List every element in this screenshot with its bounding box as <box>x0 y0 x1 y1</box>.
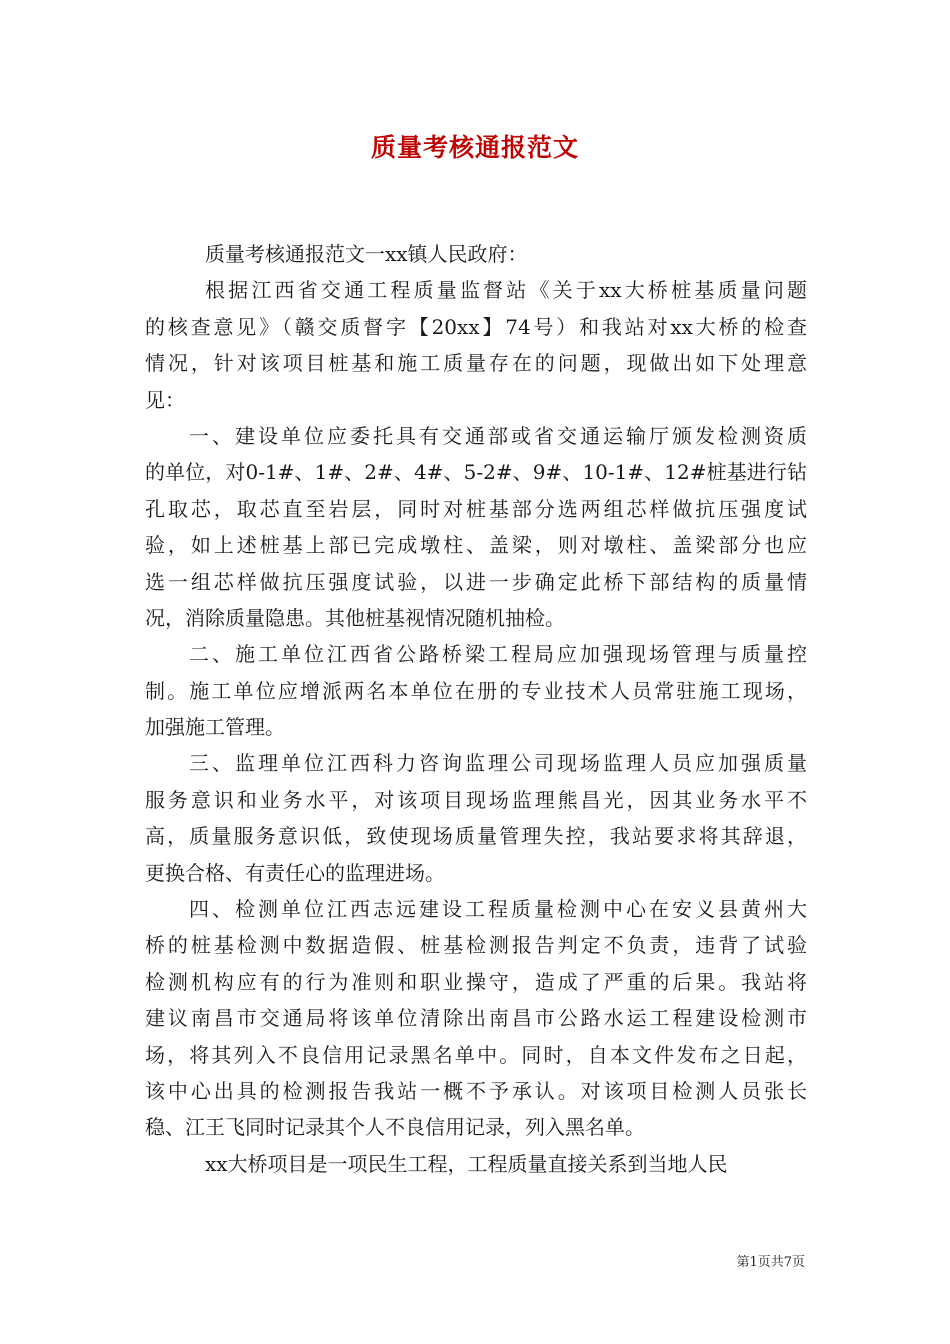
paragraph-line: 的核查意见》（赣交质督字【20xx】74号）和我站对xx大桥的检查 <box>145 314 807 339</box>
paragraph-line: 检测机构应有的行为准则和职业操守，造成了严重的后果。我站将 <box>145 969 807 994</box>
paragraph-line: 制。施工单位应增派两名本单位在册的专业技术人员常驻施工现场， <box>145 678 807 703</box>
paragraph <box>145 418 807 636</box>
paragraph-line: 情况，针对该项目桩基和施工质量存在的问题，现做出如下处理意 <box>145 351 807 376</box>
paragraph-line: 建议南昌市交通局将该单位清除出南昌市公路水运工程建设检测市 <box>145 1006 807 1031</box>
paragraph-line: 根据江西省交通工程质量监督站《关于xx大桥桩基质量问题 <box>205 278 807 303</box>
paragraph-line: 况，消除质量隐患。其他桩基视情况随机抽检。 <box>145 605 565 630</box>
paragraph-line: 一、建设单位应委托具有交通部或省交通运输厅颁发检测资质 <box>189 423 807 448</box>
paragraph <box>145 236 807 272</box>
paragraph-line: 质量考核通报范文一xx镇人民政府： <box>205 242 528 266</box>
paragraph <box>145 1146 807 1182</box>
paragraph-line: xx大桥项目是一项民生工程，工程质量直接关系到当地人民 <box>205 1151 728 1176</box>
paragraph-line: 加强施工管理。 <box>145 715 285 740</box>
paragraph-line: 场，将其列入不良信用记录黑名单中。同时，自本文件发布之日起， <box>145 1042 807 1067</box>
paragraph-line: 更换合格、有责任心的监理进场。 <box>145 860 445 885</box>
paragraph-line: 三、监理单位江西科力咨询监理公司现场监理人员应加强质量 <box>189 751 807 776</box>
paragraph-line: 的单位，对0-1#、1#、2#、4#、5-2#、9#、10-1#、12#桩基进行钻 <box>145 460 807 485</box>
page-indicator: 第1页共7页 <box>736 1255 805 1270</box>
paragraph-line: 二、施工单位江西省公路桥梁工程局应加强现场管理与质量控 <box>189 642 807 667</box>
paragraph-line: 该中心出具的检测报告我站一概不予承认。对该项目检测人员张长 <box>145 1078 807 1103</box>
paragraph-line: 见： <box>145 387 185 412</box>
paragraph-line: 服务意识和业务水平，对该项目现场监理熊昌光，因其业务水平不 <box>145 787 807 812</box>
paragraph-line: 选一组芯样做抗压强度试验，以进一步确定此桥下部结构的质量情 <box>145 569 807 594</box>
paragraph-line: 稳、江王飞同时记录其个人不良信用记录，列入黑名单。 <box>145 1115 645 1140</box>
paragraph <box>145 745 807 891</box>
paragraph <box>145 272 807 418</box>
paragraph-line: 四、检测单位江西志远建设工程质量检测中心在安义县黄州大 <box>189 897 807 922</box>
paragraph <box>145 636 807 745</box>
paragraph-line: 桥的桩基检测中数据造假、桩基检测报告判定不负责，违背了试验 <box>145 933 807 958</box>
paragraph-line: 高，质量服务意识低，致使现场质量管理失控，我站要求将其辞退， <box>145 824 807 849</box>
document-body <box>145 236 807 1182</box>
paragraph-line: 验，如上述桩基上部已完成墩柱、盖梁，则对墩柱、盖梁部分也应 <box>145 533 807 558</box>
paragraph <box>145 891 807 1146</box>
document-title: 质量考核通报范文 <box>370 133 579 162</box>
paragraph-line: 孔取芯，取芯直至岩层，同时对桩基部分选两组芯样做抗压强度试 <box>145 496 807 521</box>
